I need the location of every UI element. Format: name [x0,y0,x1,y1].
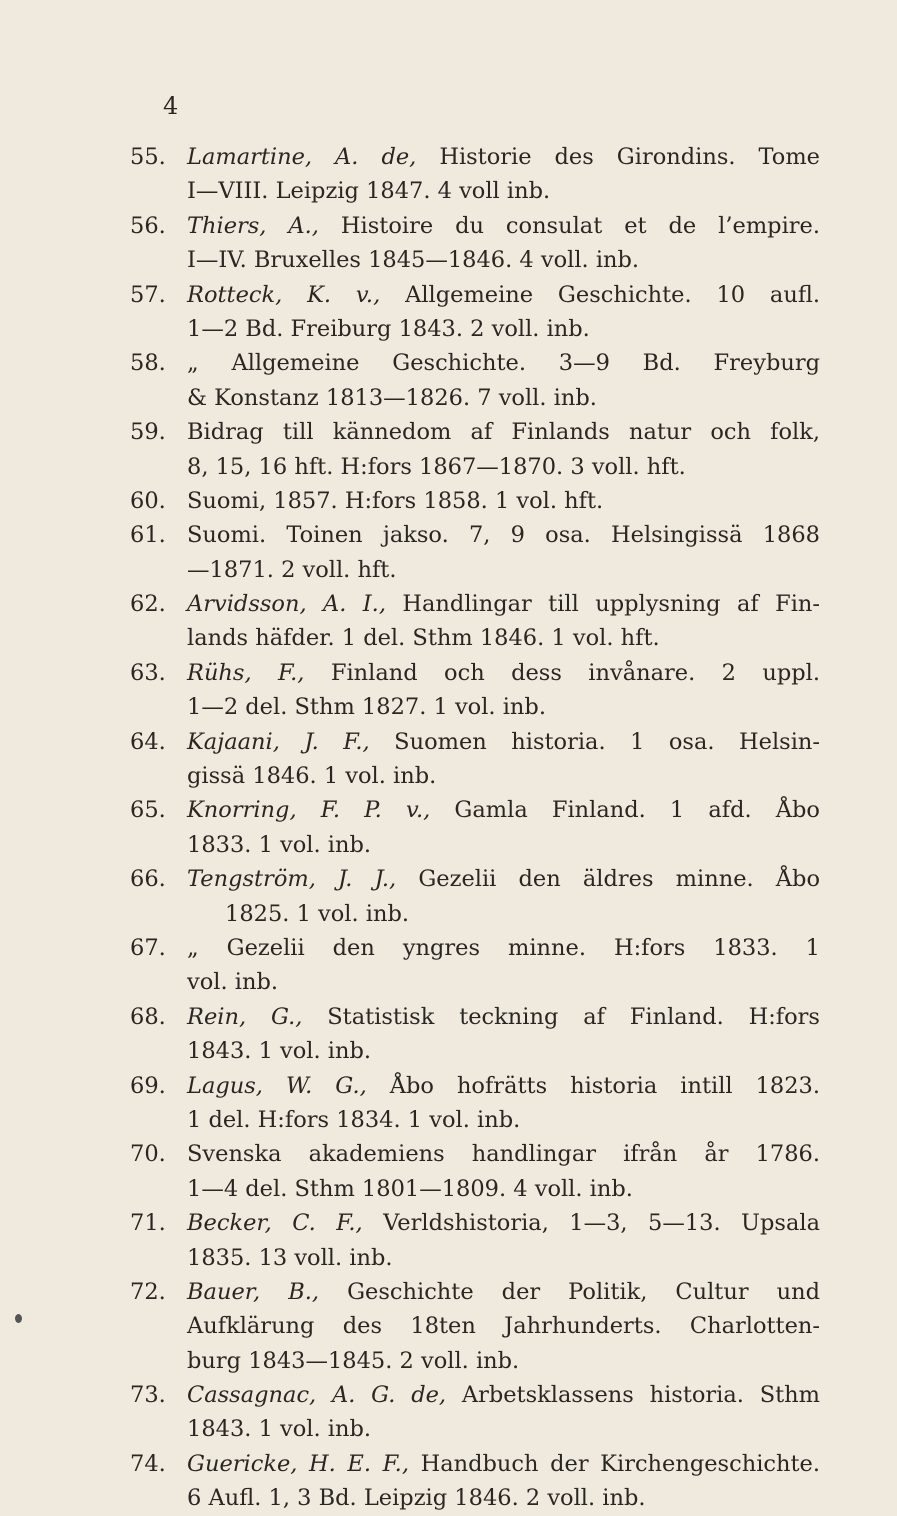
entry-line [130,1412,820,1446]
entry-line [130,897,820,931]
entry-line [130,1172,820,1206]
entry-number: 72. [130,1278,166,1305]
entry-line [130,965,820,999]
entry-line [130,621,820,655]
entry-line [130,828,820,862]
entry-text: Suomi, 1857. H:fors 1858. 1 vol. hft. [187,487,604,514]
catalog-entry [130,518,820,587]
catalog-entry [130,415,820,484]
entry-line [130,381,820,415]
entry-number: 71. [130,1210,166,1237]
entry-text: Bidrag till kännedom af Finlands natur och folk, [187,419,820,446]
entry-text: „ Gezelii den yngres minne. H:fors 1833. 1 [187,934,820,961]
entry-text: I—VIII. Leipzig 1847. 4 voll inb. [187,178,551,205]
entry-line [130,793,820,827]
entry-number: 65. [130,797,166,824]
entry-line [130,1275,820,1309]
entry-line [130,346,820,380]
author-name: Lagus, W. G., [187,1072,367,1099]
catalog-entry [130,346,820,415]
entry-line [130,725,820,759]
author-name: Tengström, J. J., [187,866,397,893]
entry-line [130,1000,820,1034]
catalog-entry [130,1069,820,1138]
entry-text: „ Allgemeine Geschichte. 3—9 Bd. Freyburg [187,350,820,377]
entry-text: 1—2 Bd. Freiburg 1843. 2 voll. inb. [187,315,590,342]
entry-text: 6 Aufl. 1, 3 Bd. Leipzig 1846. 2 voll. inb. [187,1485,646,1512]
entry-line [130,587,820,621]
entry-number: 69. [130,1072,166,1099]
entry-text: Arbetsklassens historia. Sthm [446,1382,820,1409]
entry-line [130,1447,820,1481]
catalog-entry [130,1206,820,1275]
entry-number: 59. [130,419,166,446]
entry-text: & Konstanz 1813—1826. 7 voll. inb. [187,384,597,411]
entry-text: Allgemeine Geschichte. 10 aufl. [380,281,820,308]
entry-line [130,140,820,174]
catalog-entry [130,656,820,725]
entry-line [130,312,820,346]
entry-line [130,759,820,793]
entry-number: 63. [130,659,166,686]
entry-text: Handbuch der Kirchengeschichte. [409,1450,820,1477]
entry-text: Suomen historia. 1 osa. Helsin- [369,728,820,755]
entry-line [130,1378,820,1412]
author-name: Becker, C. F., [187,1210,363,1237]
catalog-entry [130,931,820,1000]
entry-line [130,1069,820,1103]
entry-number: 68. [130,1003,166,1030]
margin-dot [15,1314,22,1323]
entry-line [130,862,820,896]
entry-text: 1 del. H:fors 1834. 1 vol. inb. [187,1106,521,1133]
catalog-entry [130,1447,820,1516]
entry-text: 1835. 13 voll. inb. [187,1244,393,1271]
entry-number: 66. [130,866,166,893]
entry-text: 1833. 1 vol. inb. [187,831,372,858]
entry-number: 60. [130,487,166,514]
entry-text: Finland och dess invånare. 2 uppl. [304,659,820,686]
author-name: Bauer, B., [187,1278,320,1305]
entry-line [130,931,820,965]
entry-line [130,656,820,690]
catalog-entry [130,140,820,209]
catalog-entry [130,1000,820,1069]
author-name: Cassagnac, A. G. de, [187,1382,447,1409]
entry-text: Åbo hofrätts historia intill 1823. [366,1072,820,1099]
entry-line [130,518,820,552]
author-name: Knorring, F. P. v., [187,797,431,824]
entry-text: Histoire du consulat et de l’empire. [318,212,820,239]
catalog-entry [130,725,820,794]
entry-number: 55. [130,144,166,170]
entry-number: 62. [130,591,166,618]
entry-text: 1—2 del. Sthm 1827. 1 vol. inb. [187,694,546,721]
author-name: Guericke, H. E. F., [187,1450,409,1477]
page-number: 4 [163,92,179,120]
entry-text: Svenska akademiens handlingar ifrån år 1786. [187,1141,820,1168]
author-name: Rühs, F., [187,659,305,686]
entry-line [130,1481,820,1515]
entry-line [130,1309,820,1343]
catalog-entry [130,209,820,278]
entry-line [130,484,820,518]
entry-line [130,209,820,243]
entry-text: Suomi. Toinen jakso. 7, 9 osa. Helsingissä 1868 [187,522,820,549]
entry-line [130,278,820,312]
entry-line [130,450,820,484]
entry-text: 1—4 del. Sthm 1801—1809. 4 voll. inb. [187,1175,633,1202]
entry-text: burg 1843—1845. 2 voll. inb. [187,1347,520,1374]
entry-text: 1843. 1 vol. inb. [187,1416,372,1443]
entry-text: —1871. 2 voll. hft. [187,556,397,583]
entry-text: Geschichte der Politik, Cultur und [319,1278,820,1305]
entry-number: 70. [130,1141,166,1168]
catalog-list [130,140,820,1516]
entry-text: Handlingar till upplysning af Fin- [386,591,820,618]
author-name: Thiers, A., [187,212,319,239]
entry-number: 64. [130,728,166,755]
author-name: Arvidsson, A. I., [187,591,386,618]
entry-line [130,243,820,277]
author-name: Rotteck, K. v., [187,281,381,308]
entry-line [130,1034,820,1068]
entry-line [130,1137,820,1171]
entry-text: Verldshistoria, 1—3, 5—13. Upsala [362,1210,820,1237]
entry-line [130,690,820,724]
catalog-entry [130,1137,820,1206]
catalog-entry [130,278,820,347]
entry-line [130,1206,820,1240]
entry-number: 56. [130,212,166,239]
catalog-entry [130,862,820,931]
entry-line [130,1103,820,1137]
catalog-entry [130,1275,820,1378]
author-name: Lamartine, A. de, [187,144,417,170]
entry-text: gissä 1846. 1 vol. inb. [187,763,437,790]
entry-text: Aufklärung des 18ten Jahrhunderts. Charlotten- [187,1313,820,1340]
entry-text: 1825. 1 vol. inb. [225,900,410,927]
entry-text: vol. inb. [187,969,278,996]
entry-text: 8, 15, 16 hft. H:fors 1867—1870. 3 voll. hft. [187,453,686,480]
entry-line [130,174,820,208]
catalog-entry [130,1378,820,1447]
catalog-entry [130,484,820,518]
author-name: Rein, G., [187,1003,303,1030]
author-name: Kajaani, J. F., [187,728,370,755]
entry-number: 61. [130,522,166,549]
entry-number: 57. [130,281,166,308]
entry-number: 73. [130,1382,166,1409]
entry-text: Gezelii den äldres minne. Åbo [396,866,820,893]
entry-number: 74. [130,1450,166,1477]
catalog-entry [130,793,820,862]
entry-text: I—IV. Bruxelles 1845—1846. 4 voll. inb. [187,247,640,274]
catalog-entry [130,587,820,656]
entry-text: Statistisk teckning af Finland. H:fors [302,1003,820,1030]
entry-number: 58. [130,350,166,377]
entry-line [130,1344,820,1378]
entry-text: Gamla Finland. 1 afd. Åbo [430,797,820,824]
entry-line [130,1241,820,1275]
entry-text: 1843. 1 vol. inb. [187,1038,372,1065]
entry-line [130,415,820,449]
entry-line [130,553,820,587]
entry-text: lands häfder. 1 del. Sthm 1846. 1 vol. hft. [187,625,660,652]
entry-text: Historie des Girondins. Tome [416,144,820,170]
entry-number: 67. [130,934,166,961]
